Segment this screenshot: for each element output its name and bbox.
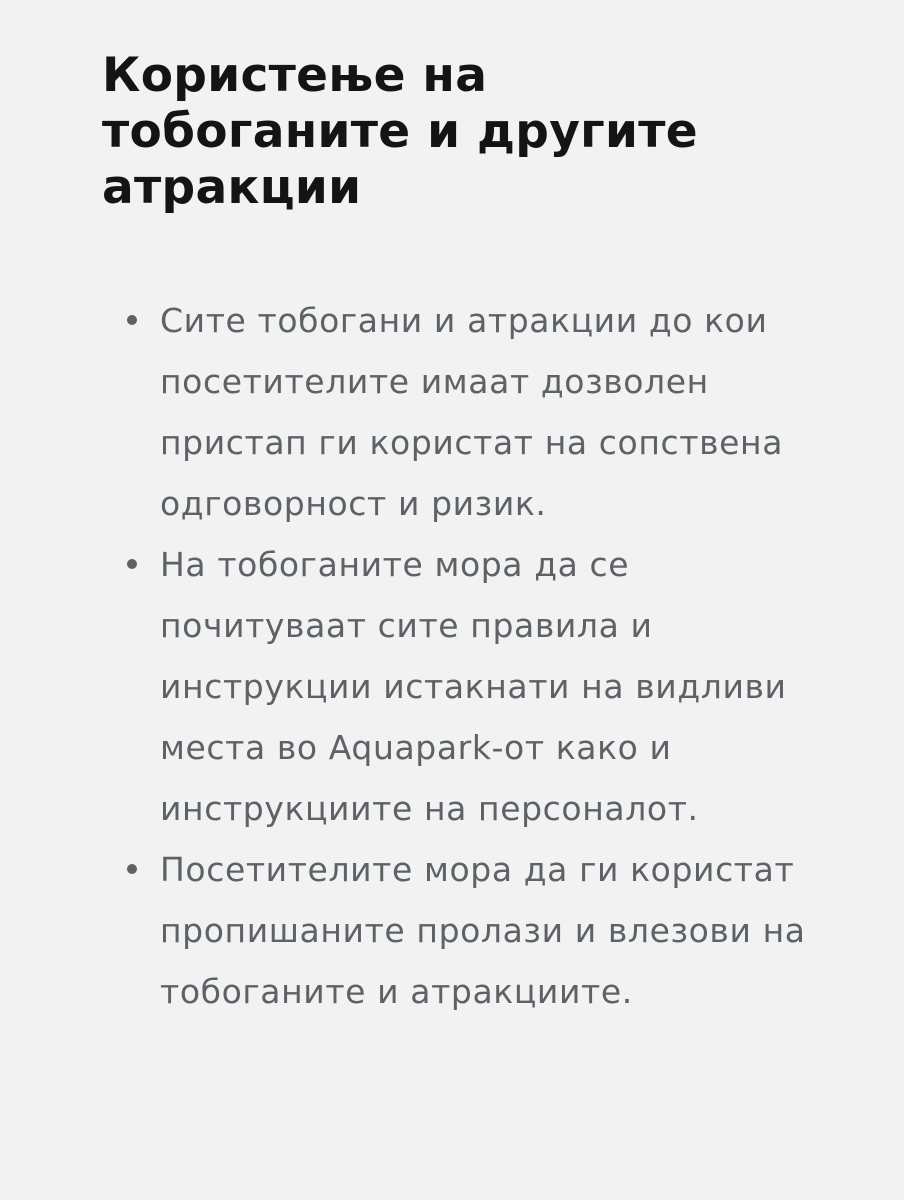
section-heading: Користење на тобоганите и другите атракции bbox=[102, 48, 698, 215]
list-item bbox=[160, 290, 840, 534]
list-item bbox=[160, 839, 840, 1022]
bullet-icon bbox=[127, 864, 137, 874]
list-item-text: Посетителите мора да ги користат пропишаните пролази и влезови на тобоганите и атракциите. bbox=[160, 850, 806, 1011]
list-item-text: Сите тобогани и атракции до кои посетителите имаат дозволен пристап ги користат на сопствена одговорност и ризик. bbox=[160, 301, 784, 523]
rules-list bbox=[102, 290, 840, 1022]
list-item-text: На тобоганите мора да се почитуваат сите правила и инструкции истакнати на видливи места во Aquapark-от како и инструкциите на персоналот. bbox=[160, 545, 787, 828]
list-item bbox=[160, 534, 840, 839]
bullet-icon bbox=[127, 559, 137, 569]
bullet-icon bbox=[127, 315, 137, 325]
